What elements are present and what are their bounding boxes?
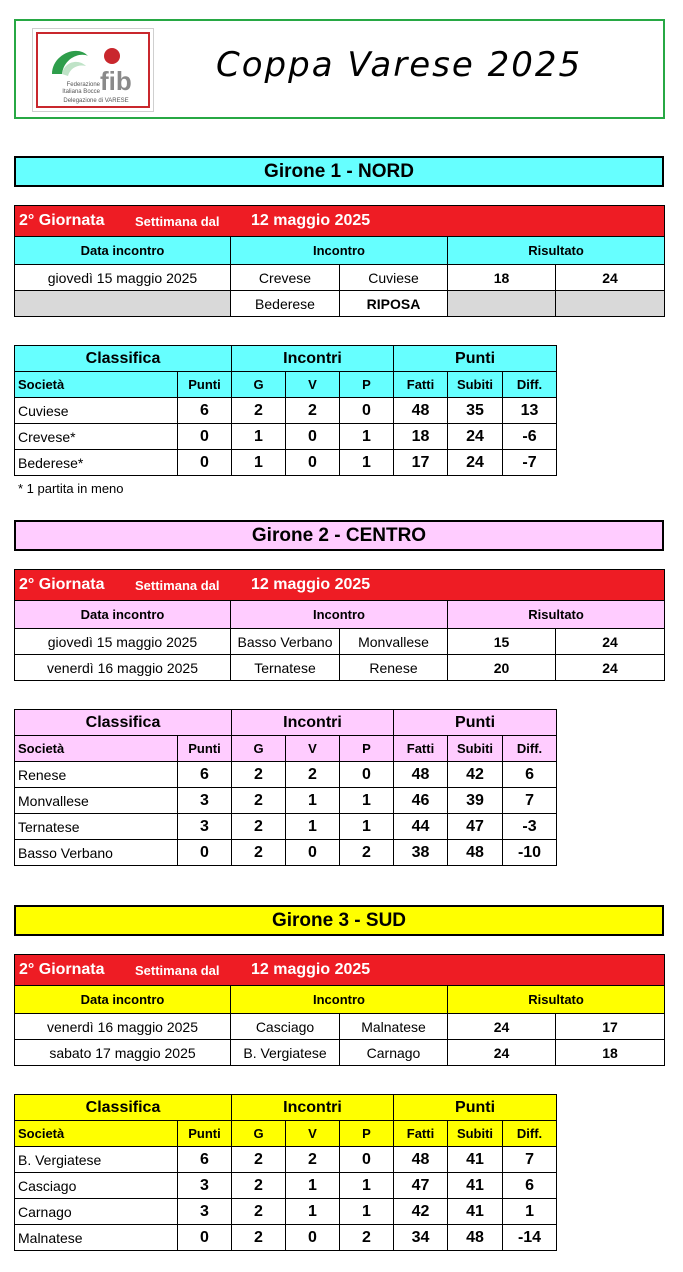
col-v: V — [286, 736, 340, 762]
settimana-label: Settimana dal — [135, 214, 220, 229]
page-title: Coppa Varese 2025 — [216, 45, 583, 85]
team-v: 0 — [286, 424, 340, 450]
col-punti: Punti — [178, 736, 232, 762]
team-punti: 3 — [178, 814, 232, 840]
match-away: Cuviese — [340, 265, 448, 291]
classifica-header: Classifica — [15, 346, 232, 372]
match-away: Monvallese — [340, 629, 448, 655]
team-g: 2 — [232, 1173, 286, 1199]
match-home: Casciago — [231, 1014, 340, 1040]
week-date: 12 maggio 2025 — [251, 212, 371, 229]
col-v: V — [286, 372, 340, 398]
team-p: 0 — [340, 1147, 394, 1173]
classifica-header: Classifica — [15, 1095, 232, 1121]
standing-row — [15, 1147, 557, 1173]
team-p: 1 — [340, 424, 394, 450]
col-punti: Punti — [178, 372, 232, 398]
team-diff: -7 — [503, 450, 557, 476]
team-p: 0 — [340, 762, 394, 788]
col-data-incontro: Data incontro — [15, 601, 231, 629]
giornata-banner — [15, 206, 665, 237]
team-diff: 6 — [503, 1173, 557, 1199]
team-subiti: 48 — [448, 840, 503, 866]
week-date: 12 maggio 2025 — [251, 961, 371, 978]
score-away: 18 — [556, 1040, 665, 1066]
incontri-header: Incontri — [232, 346, 394, 372]
team-name: Carnago — [15, 1199, 178, 1225]
team-fatti: 18 — [394, 424, 448, 450]
team-punti: 6 — [178, 762, 232, 788]
team-name: Cuviese — [15, 398, 178, 424]
team-subiti: 47 — [448, 814, 503, 840]
col-diff: Diff. — [503, 372, 557, 398]
team-fatti: 34 — [394, 1225, 448, 1251]
giornata-table-centro — [14, 569, 665, 681]
match-date: giovedì 15 maggio 2025 — [15, 265, 231, 291]
punti-header: Punti — [394, 1095, 557, 1121]
team-punti: 0 — [178, 424, 232, 450]
col-data-incontro: Data incontro — [15, 237, 231, 265]
standing-row — [15, 814, 557, 840]
team-g: 1 — [232, 450, 286, 476]
incontri-header: Incontri — [232, 1095, 394, 1121]
col-subiti: Subiti — [448, 736, 503, 762]
col-subiti: Subiti — [448, 1121, 503, 1147]
team-punti: 0 — [178, 450, 232, 476]
team-subiti: 24 — [448, 424, 503, 450]
team-subiti: 39 — [448, 788, 503, 814]
col-diff: Diff. — [503, 1121, 557, 1147]
team-g: 2 — [232, 788, 286, 814]
col-incontro: Incontro — [231, 601, 448, 629]
logo-federation: Federazione Italiana Bocce — [62, 82, 100, 95]
team-punti: 6 — [178, 398, 232, 424]
standing-row — [15, 450, 557, 476]
team-punti: 3 — [178, 788, 232, 814]
score-home: 15 — [448, 629, 556, 655]
team-fatti: 38 — [394, 840, 448, 866]
team-fatti: 46 — [394, 788, 448, 814]
col-societa: Società — [15, 1121, 178, 1147]
group-title-sud: Girone 3 - SUD — [14, 905, 664, 936]
match-away: Renese — [340, 655, 448, 681]
match-home: Crevese — [231, 265, 340, 291]
giornata-banner — [15, 570, 665, 601]
team-p: 1 — [340, 814, 394, 840]
col-fatti: Fatti — [394, 736, 448, 762]
team-g: 2 — [232, 840, 286, 866]
team-v: 1 — [286, 788, 340, 814]
classifica-table-centro — [14, 709, 557, 866]
logo-fib-text: fib — [100, 66, 132, 96]
team-v: 0 — [286, 840, 340, 866]
team-subiti: 35 — [448, 398, 503, 424]
col-p: P — [340, 736, 394, 762]
match-away: Carnago — [340, 1040, 448, 1066]
standing-row — [15, 1199, 557, 1225]
team-v: 2 — [286, 1147, 340, 1173]
team-name: Bederese* — [15, 450, 178, 476]
team-subiti: 41 — [448, 1147, 503, 1173]
col-risultato: Risultato — [448, 237, 665, 265]
team-name: Basso Verbano — [15, 840, 178, 866]
standing-row — [15, 840, 557, 866]
classifica-table-nord — [14, 345, 557, 476]
logo-frame — [36, 32, 150, 108]
col-punti: Punti — [178, 1121, 232, 1147]
match-date: sabato 17 maggio 2025 — [15, 1040, 231, 1066]
giornata-label: 2° Giornata — [19, 961, 105, 978]
col-risultato: Risultato — [448, 601, 665, 629]
team-punti: 3 — [178, 1199, 232, 1225]
settimana-label: Settimana dal — [135, 963, 220, 978]
standing-row — [15, 1225, 557, 1251]
team-g: 2 — [232, 398, 286, 424]
classifica-header: Classifica — [15, 710, 232, 736]
col-societa: Società — [15, 736, 178, 762]
team-diff: -10 — [503, 840, 557, 866]
team-name: Crevese* — [15, 424, 178, 450]
team-fatti: 42 — [394, 1199, 448, 1225]
match-row — [15, 265, 665, 291]
match-row — [15, 291, 665, 317]
score-home: 24 — [448, 1040, 556, 1066]
week-date: 12 maggio 2025 — [251, 576, 371, 593]
team-name: Casciago — [15, 1173, 178, 1199]
punti-header: Punti — [394, 346, 557, 372]
team-p: 1 — [340, 1199, 394, 1225]
team-name: B. Vergiatese — [15, 1147, 178, 1173]
team-fatti: 17 — [394, 450, 448, 476]
match-date: venerdì 16 maggio 2025 — [15, 655, 231, 681]
giornata-label: 2° Giornata — [19, 576, 105, 593]
team-p: 1 — [340, 788, 394, 814]
fib-logo — [32, 28, 154, 112]
team-v: 1 — [286, 1199, 340, 1225]
match-date: venerdì 16 maggio 2025 — [15, 1014, 231, 1040]
team-fatti: 48 — [394, 762, 448, 788]
team-name: Renese — [15, 762, 178, 788]
team-g: 2 — [232, 762, 286, 788]
match-home: Ternatese — [231, 655, 340, 681]
team-v: 0 — [286, 450, 340, 476]
col-incontro: Incontro — [231, 237, 448, 265]
giornata-banner — [15, 955, 665, 986]
col-fatti: Fatti — [394, 372, 448, 398]
standing-row — [15, 424, 557, 450]
score-away: 24 — [556, 655, 665, 681]
team-diff: 1 — [503, 1199, 557, 1225]
team-punti: 0 — [178, 1225, 232, 1251]
col-g: G — [232, 736, 286, 762]
match-date — [15, 291, 231, 317]
col-p: P — [340, 1121, 394, 1147]
col-incontro: Incontro — [231, 986, 448, 1014]
group-title-centro: Girone 2 - CENTRO — [14, 520, 664, 551]
team-punti: 3 — [178, 1173, 232, 1199]
team-diff: 13 — [503, 398, 557, 424]
col-g: G — [232, 1121, 286, 1147]
team-g: 2 — [232, 1225, 286, 1251]
match-date: giovedì 15 maggio 2025 — [15, 629, 231, 655]
score-away: 24 — [556, 265, 665, 291]
score-home: 24 — [448, 1014, 556, 1040]
team-g: 2 — [232, 1147, 286, 1173]
team-subiti: 48 — [448, 1225, 503, 1251]
settimana-label: Settimana dal — [135, 578, 220, 593]
team-subiti: 24 — [448, 450, 503, 476]
team-name: Monvallese — [15, 788, 178, 814]
team-subiti: 41 — [448, 1199, 503, 1225]
team-diff: 6 — [503, 762, 557, 788]
team-diff: -6 — [503, 424, 557, 450]
team-fatti: 48 — [394, 398, 448, 424]
team-p: 2 — [340, 1225, 394, 1251]
logo-delegation: Delegazione di VARESE — [63, 98, 129, 104]
giornata-label: 2° Giornata — [19, 212, 105, 229]
col-risultato: Risultato — [448, 986, 665, 1014]
match-away: RIPOSA — [340, 291, 448, 317]
team-g: 1 — [232, 424, 286, 450]
team-punti: 6 — [178, 1147, 232, 1173]
punti-header: Punti — [394, 710, 557, 736]
team-punti: 0 — [178, 840, 232, 866]
team-v: 1 — [286, 814, 340, 840]
match-home: B. Vergiatese — [231, 1040, 340, 1066]
team-diff: -14 — [503, 1225, 557, 1251]
score-home: 18 — [448, 265, 556, 291]
col-fatti: Fatti — [394, 1121, 448, 1147]
giornata-table-nord — [14, 205, 665, 317]
team-fatti: 44 — [394, 814, 448, 840]
score-away: 24 — [556, 629, 665, 655]
team-subiti: 42 — [448, 762, 503, 788]
team-p: 0 — [340, 398, 394, 424]
team-fatti: 48 — [394, 1147, 448, 1173]
col-p: P — [340, 372, 394, 398]
standing-row — [15, 788, 557, 814]
match-home: Basso Verbano — [231, 629, 340, 655]
standing-row — [15, 762, 557, 788]
col-v: V — [286, 1121, 340, 1147]
team-v: 1 — [286, 1173, 340, 1199]
team-fatti: 47 — [394, 1173, 448, 1199]
giornata-table-sud — [14, 954, 665, 1066]
team-p: 1 — [340, 450, 394, 476]
team-v: 0 — [286, 1225, 340, 1251]
col-diff: Diff. — [503, 736, 557, 762]
team-diff: -3 — [503, 814, 557, 840]
standing-row — [15, 1173, 557, 1199]
col-g: G — [232, 372, 286, 398]
footnote: * 1 partita in meno — [18, 481, 124, 496]
team-name: Ternatese — [15, 814, 178, 840]
score-away: 17 — [556, 1014, 665, 1040]
group-title-nord: Girone 1 - NORD — [14, 156, 664, 187]
score-home — [448, 291, 556, 317]
col-data-incontro: Data incontro — [15, 986, 231, 1014]
match-row — [15, 629, 665, 655]
match-home: Bederese — [231, 291, 340, 317]
match-row — [15, 1040, 665, 1066]
standing-row — [15, 398, 557, 424]
team-name: Malnatese — [15, 1225, 178, 1251]
team-v: 2 — [286, 762, 340, 788]
team-p: 1 — [340, 1173, 394, 1199]
incontri-header: Incontri — [232, 710, 394, 736]
classifica-table-sud — [14, 1094, 557, 1251]
team-v: 2 — [286, 398, 340, 424]
team-p: 2 — [340, 840, 394, 866]
score-away — [556, 291, 665, 317]
score-home: 20 — [448, 655, 556, 681]
match-row — [15, 655, 665, 681]
team-subiti: 41 — [448, 1173, 503, 1199]
page-header — [14, 19, 665, 119]
team-diff: 7 — [503, 788, 557, 814]
team-diff: 7 — [503, 1147, 557, 1173]
col-subiti: Subiti — [448, 372, 503, 398]
team-g: 2 — [232, 814, 286, 840]
team-g: 2 — [232, 1199, 286, 1225]
match-row — [15, 1014, 665, 1040]
match-away: Malnatese — [340, 1014, 448, 1040]
col-societa: Società — [15, 372, 178, 398]
